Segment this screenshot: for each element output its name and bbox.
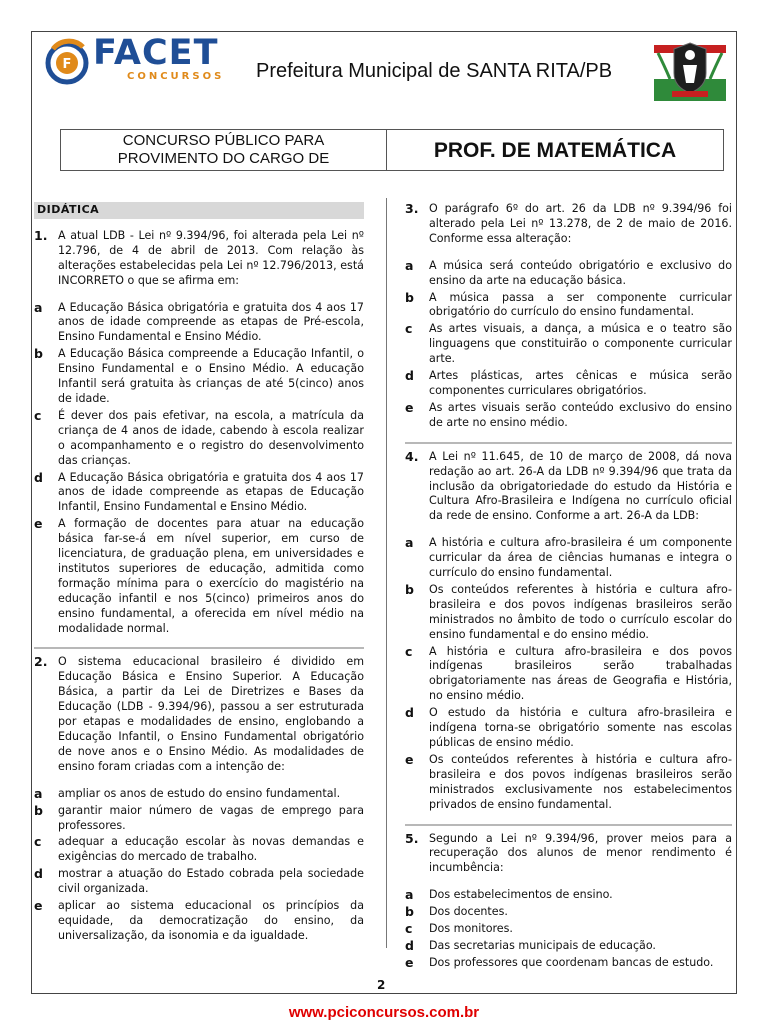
- option-letter: c: [405, 921, 413, 937]
- option-letter: b: [34, 346, 43, 362]
- option-a[interactable]: [405, 259, 732, 289]
- option-c[interactable]: [34, 409, 364, 469]
- option-d[interactable]: [34, 867, 364, 897]
- option-letter: e: [405, 399, 414, 415]
- option-letter: d: [34, 866, 43, 882]
- option-letter: b: [405, 904, 414, 920]
- svg-text:F: F: [62, 57, 72, 72]
- question-1: [34, 229, 364, 637]
- option-text: A Educação Básica compreende a Educação Infantil, o Ensino Fundamental e o Ensino Médio. A educação Infantil será gratuita às crianças de até 5(cinco) anos de idade.: [58, 347, 364, 405]
- cargo-title: PROF. DE MATEMÁTICA: [433, 139, 677, 162]
- question-text: O sistema educacional brasileiro é dividido em Educação Básica e Ensino Superior. A Educação Básica, a partir da Lei de Diretrizes e Bases da Educação (LDB - 9.394/96), passou a ser estruturada por etapas e modalidades de ensino, englobando a Educação Infantil, o Ensino Fundamental obrigatório de nove anos e o Ensino Médio. As modalidades de ensino foram criadas com a intenção de:: [58, 655, 364, 773]
- option-text: Os conteúdos referentes à história e cultura afro-brasileira e dos povos indígenas brasileiros serão ministrados exclusivamente nos estabelecimentos privados de ensino fundamental.: [429, 752, 732, 811]
- option-text: aplicar ao sistema educacional os princípios da equidade, da democratização do ensino, da universalização, da isonomia e da igualdade.: [58, 899, 364, 942]
- option-a[interactable]: [405, 888, 732, 903]
- facet-logo: [43, 33, 225, 89]
- option-b[interactable]: [405, 905, 732, 920]
- option-letter: a: [34, 299, 43, 315]
- prefeitura-title: Prefeitura Municipal de SANTA RITA/PB: [256, 60, 613, 82]
- globe-icon: [43, 37, 91, 87]
- option-letter: c: [405, 321, 413, 337]
- question-separator: [34, 647, 364, 649]
- option-text: As artes visuais, a dança, a música e o teatro são linguagens que constituirão o componente curricular arte.: [429, 322, 732, 366]
- question-4: [405, 450, 732, 813]
- option-text: As artes visuais serão conteúdo exclusivo do ensino de arte no ensino médio.: [429, 400, 732, 429]
- question-3: [405, 202, 732, 431]
- question-number: 3.: [405, 201, 419, 216]
- option-c[interactable]: [405, 322, 732, 367]
- left-column: [34, 202, 364, 946]
- option-text: Dos estabelecimentos de ensino.: [429, 888, 613, 902]
- option-a[interactable]: [34, 787, 364, 802]
- option-d[interactable]: [405, 939, 732, 954]
- option-text: O estudo da história e cultura afro-brasileira e indígena torna-se obrigatório somente nas escolas públicas de ensino médio.: [429, 706, 732, 749]
- question-text: Segundo a Lei nº 9.394/96, prover meios para a recuperação dos alunos de menor rendimento é incumbência:: [429, 831, 732, 875]
- option-text: A música será conteúdo obrigatório e exclusivo do ensino da arte na educação básica.: [429, 258, 732, 287]
- option-e[interactable]: [405, 401, 732, 431]
- option-letter: d: [405, 937, 414, 953]
- option-e[interactable]: [405, 753, 732, 813]
- option-letter: a: [405, 535, 414, 551]
- option-letter: e: [34, 516, 43, 532]
- section-heading: DIDÁTICA: [34, 202, 364, 219]
- option-e[interactable]: [34, 899, 364, 944]
- concurso-line-1: CONCURSO PÚBLICO PARA: [122, 132, 325, 149]
- option-text: mostrar a atuação do Estado cobrada pela sociedade civil organizada.: [58, 867, 364, 896]
- brand-sub: CONCURSOS: [127, 71, 225, 82]
- option-e[interactable]: [405, 956, 732, 971]
- option-text: Artes plásticas, artes cênicas e música serão componentes curriculares obrigatórios.: [429, 369, 732, 397]
- option-letter: e: [405, 954, 414, 970]
- option-letter: e: [34, 898, 43, 914]
- option-e[interactable]: [34, 517, 364, 636]
- option-d[interactable]: [34, 471, 364, 516]
- option-letter: d: [405, 368, 414, 384]
- option-b[interactable]: [34, 804, 364, 834]
- option-text: A formação de docentes para atuar na educação básica far-se-á em nível superior, em curso de licenciatura, de graduação plena, em universidades e institutos superiores de educação, admitida como formação mínima para o exercício do magistério na educação infantil e nos 5(cinco) primeiros anos do ensino fundamental, a oferecida em nível médio na modalidade normal.: [58, 517, 364, 635]
- option-text: A história e cultura afro-brasileira e dos povos indígenas brasileiros serão trabalhadas obrigatoriamente nas áreas de Geografia e História, no ensino médio.: [429, 644, 732, 703]
- option-letter: a: [405, 257, 414, 273]
- option-d[interactable]: [405, 369, 732, 399]
- option-text: adequar a educação escolar às novas demandas e exigências do mercado de trabalho.: [58, 835, 364, 864]
- option-letter: c: [405, 643, 413, 659]
- option-text: A história e cultura afro-brasileira é um componente curricular da área de ciências humanas e integra o currículo do ensino fundamental.: [429, 536, 732, 580]
- concurso-label: [61, 130, 387, 170]
- page-number: 2: [377, 978, 386, 992]
- option-text: Dos monitores.: [429, 922, 513, 936]
- question-separator: [405, 824, 732, 826]
- option-letter: c: [34, 834, 42, 850]
- option-text: É dever dos pais efetivar, na escola, a matrícula da criança de 4 anos de idade, cabendo à escola realizar o acompanhamento e o registro do desenvolvimento das crianças.: [58, 408, 364, 467]
- question-text: O parágrafo 6º do art. 26 da LDB nº 9.394/96 foi alterado pela Lei nº 13.278, de 2 de maio de 2016. Conforme essa alteração:: [429, 202, 732, 245]
- option-letter: c: [34, 407, 42, 423]
- question-text: A Lei nº 11.645, de 10 de março de 2008, dá nova redação ao art. 26-A da LDB nº 9.394/96 que trata da inclusão da obrigatoriedade do estudo da História e Cultura Afro-Brasileira e Indígena no currículo oficial da rede de ensino. Conforme a art. 26-A da LDB:: [429, 449, 732, 523]
- option-c[interactable]: [405, 645, 732, 705]
- question-text: A atual LDB - Lei nº 9.394/96, foi alterada pela Lei nº 12.796, de 4 de abril de 2013. Com relação às alterações estabelecidas pela Lei nº 12.796/2013, está INCORRETO o que se afirma em:: [58, 228, 364, 287]
- question-separator: [405, 442, 732, 444]
- option-text: Dos professores que coordenam bancas de estudo.: [429, 955, 714, 969]
- column-divider: [386, 198, 387, 948]
- option-letter: a: [34, 785, 43, 801]
- municipal-crest-icon: [650, 35, 730, 105]
- option-text: Das secretarias municipais de educação.: [429, 938, 656, 952]
- option-text: A Educação Básica obrigatória e gratuita dos 4 aos 17 anos de idade compreende as etapas de Educação Infantil, Ensino Fundamental e Ensino Médio.: [58, 470, 364, 514]
- option-text: ampliar os anos de estudo do ensino fundamental.: [58, 786, 341, 800]
- option-a[interactable]: [34, 301, 364, 346]
- question-2: [34, 655, 364, 943]
- option-letter: d: [405, 705, 414, 721]
- question-number: 2.: [34, 654, 48, 670]
- title-box: [60, 129, 724, 171]
- option-text: A Educação Básica obrigatória e gratuita dos 4 aos 17 anos de idade compreende as etapas de Pré-escola, Ensino Fundamental e Ensino Médio.: [58, 300, 364, 344]
- footer-link[interactable]: www.pciconcursos.com.br: [288, 1004, 480, 1021]
- question-number: 5.: [405, 830, 419, 846]
- option-text: Dos docentes.: [429, 905, 508, 919]
- right-column: [405, 202, 732, 973]
- option-text: garantir maior número de vagas de emprego para professores.: [58, 803, 364, 832]
- option-letter: e: [405, 751, 414, 767]
- brand-main: FACET: [93, 33, 219, 73]
- option-a[interactable]: [405, 536, 732, 581]
- option-letter: b: [405, 581, 414, 597]
- question-5: [405, 832, 732, 971]
- question-number: 1.: [34, 227, 48, 243]
- option-d[interactable]: [405, 706, 732, 751]
- option-b[interactable]: [34, 347, 364, 407]
- option-letter: b: [405, 289, 414, 305]
- option-c[interactable]: [405, 922, 732, 937]
- option-letter: b: [34, 802, 43, 818]
- option-text: A música passa a ser componente curricular obrigatório do currículo do ensino fundamental.: [429, 290, 732, 319]
- option-c[interactable]: [34, 835, 364, 865]
- option-letter: d: [34, 469, 43, 485]
- concurso-line-2: PROVIMENTO DO CARGO DE: [117, 150, 330, 167]
- question-number: 4.: [405, 448, 419, 464]
- option-b[interactable]: [405, 583, 732, 643]
- option-text: Os conteúdos referentes à história e cultura afro-brasileira e dos povos indígenas brasileiros serão ministrados no âmbito de todo o currículo escolar do ensino fundamental e do ensino médio.: [429, 582, 732, 641]
- option-letter: a: [405, 887, 414, 903]
- option-b[interactable]: [405, 291, 732, 321]
